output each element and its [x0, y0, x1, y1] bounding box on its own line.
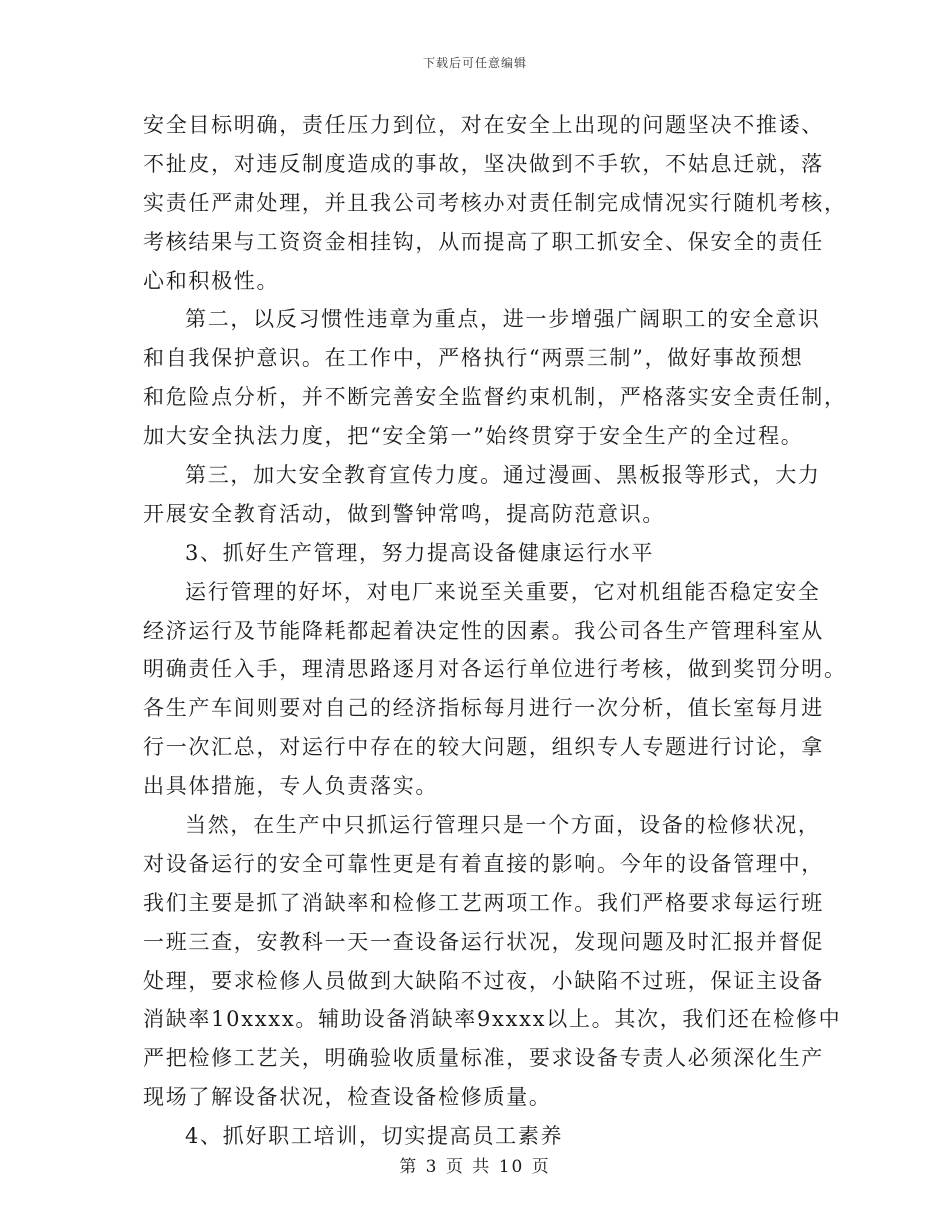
text-line: 第二，以反习惯性违章为重点，进一步增强广阔职工的安全意识	[185, 307, 821, 332]
text-line: 对设备运行的安全可靠性更是有着直接的影响。今年的设备管理中，	[143, 851, 824, 876]
text-line: 行一次汇总，对运行中存在的较大问题，组织专人专题进行讨论，拿	[143, 735, 824, 760]
text-line: 心和积极性。	[143, 268, 280, 293]
text-line: 加大安全执法力度，把“安全第一”始终贯穿于安全生产的全过程。	[143, 424, 804, 449]
text-line: 一班三查，安教科一天一查设备运行状况，发现问题及时汇报并督促	[143, 929, 824, 954]
text-line: 实责任严肃处理，并且我公司考核办对责任制完成情况实行随机考核，	[143, 190, 847, 215]
page-footer: 第 3 页 共 10 页	[399, 1157, 551, 1177]
text-line: 严把检修工艺关，明确验收质量标准，要求设备专责人必须深化生产	[143, 1046, 824, 1071]
text-line: 和自我保护意识。在工作中，严格执行“两票三制”，做好事故预想	[143, 346, 804, 371]
text-line: 处理，要求检修人员做到大缺陷不过夜，小缺陷不过班，保证主设备	[143, 968, 824, 993]
text-line: 当然，在生产中只抓运行管理只是一个方面，设备的检修状况，	[185, 813, 821, 838]
text-line: 3、抓好生产管理，努力提高设备健康运行水平	[185, 540, 655, 565]
text-line: 安全目标明确，责任压力到位，对在安全上出现的问题坚决不推诿、	[143, 113, 824, 137]
text-line: 明确责任入手，理清思路逐月对各运行单位进行考核，做到奖罚分明。	[143, 657, 847, 682]
document-body	[143, 106, 847, 1156]
text-line: 第三，加大安全教育宣传力度。通过漫画、黑板报等形式，大力	[185, 463, 821, 488]
text-line: 不扯皮，对违反制度造成的事故，坚决做到不手软，不姑息迁就，落	[143, 151, 824, 176]
text-line: 和危险点分析，并不断完善安全监督约束机制，严格落实安全责任制，	[143, 385, 847, 410]
text-line: 经济运行及节能降耗都起着决定性的因素。我公司各生产管理科室从	[143, 618, 824, 643]
text-line: 消缺率10xxxx。辅助设备消缺率9xxxx以上。其次，我们还在检修中	[143, 1007, 842, 1032]
text-line: 运行管理的好坏，对电厂来说至关重要，它对机组能否稳定安全	[185, 579, 821, 604]
text-line: 4、抓好职工培训，切实提高员工素养	[185, 1124, 564, 1149]
text-line: 我们主要是抓了消缺率和检修工艺两项工作。我们严格要求每运行班	[143, 890, 824, 915]
text-line: 出具体措施，专人负责落实。	[143, 774, 439, 799]
text-line: 现场了解设备状况，检查设备检修质量。	[143, 1085, 552, 1110]
text-line: 考核结果与工资资金相挂钩，从而提高了职工抓安全、保安全的责任	[143, 229, 824, 254]
text-line: 各生产车间则要对自己的经济指标每月进行一次分析，值长室每月进	[143, 696, 824, 721]
text-line: 开展安全教育活动，做到警钟常鸣，提高防范意识。	[143, 501, 666, 526]
page-header: 下载后可任意编辑	[422, 56, 527, 70]
